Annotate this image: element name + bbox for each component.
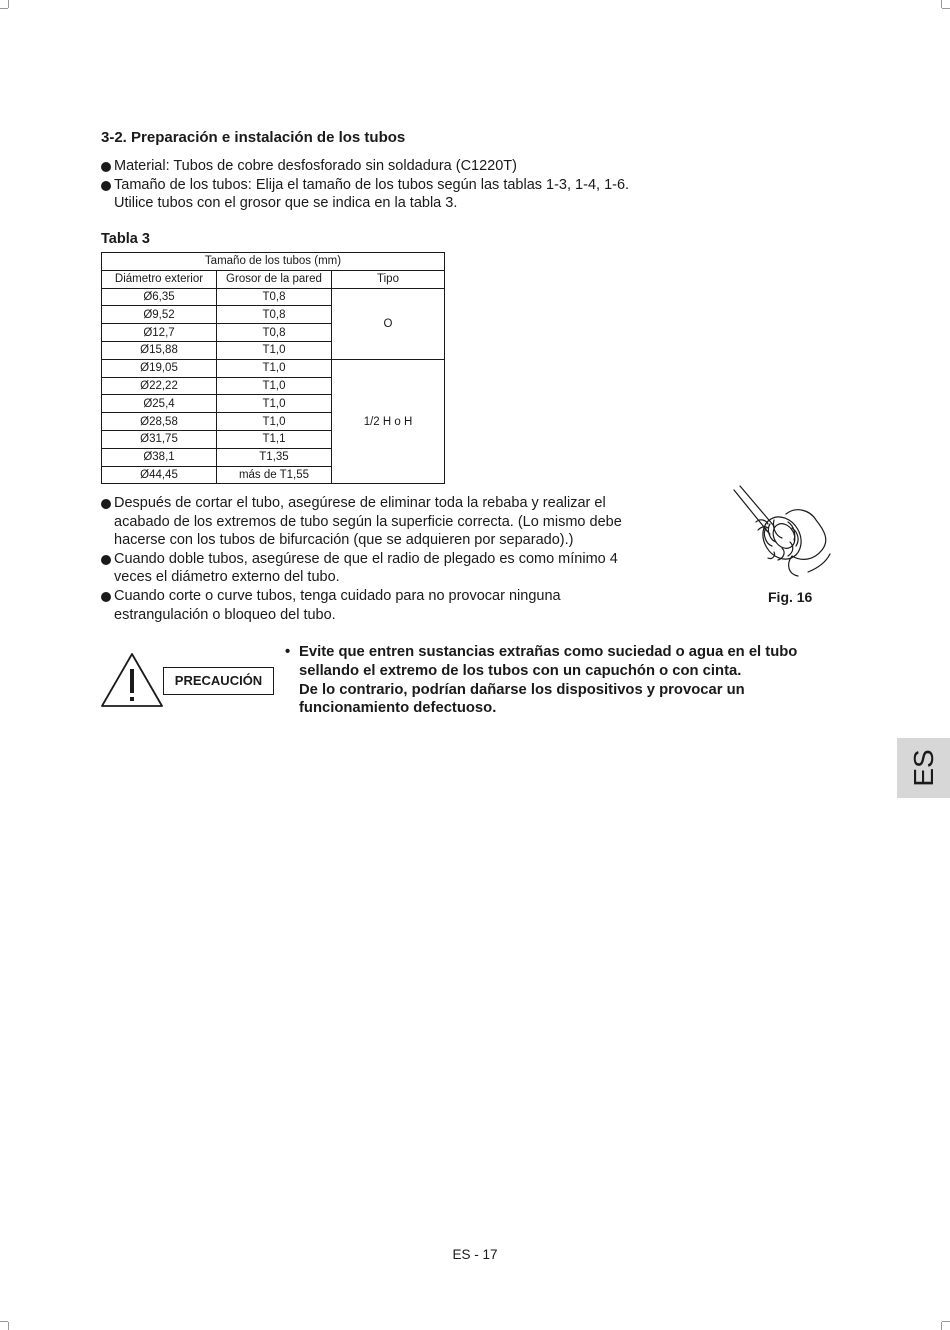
bullet-icon — [101, 499, 111, 509]
caution-text: • Evite que entren sustancias extrañas como suciedad o agua en el tubo sellando el extremo de los tubos con un capuchón o con cinta. De lo contrario, podrían dañarse los dispositivos y provocar un funcionamiento defectuoso. — [285, 644, 798, 717]
list-item: Tamaño de los tubos: Elija el tamaño de los tubos según las tablas 1-3, 1-4, 1-6. Utilice tubos con el grosor que se indica en la tabla 3. — [101, 176, 701, 213]
list-item: Cuando corte o curve tubos, tenga cuidado para no provocar ninguna estrangulación o bloqueo del tubo. — [101, 587, 701, 624]
table-header-row — [102, 253, 445, 271]
table-cell: Ø25,4 — [102, 395, 217, 413]
crop-mark — [942, 8, 950, 9]
bullet-icon — [101, 592, 111, 602]
table-cell: Ø22,22 — [102, 377, 217, 395]
list-item: Después de cortar el tubo, asegúrese de eliminar toda la rebaba y realizar el acabado de los extremos de tubo según la superficie correcta. (Lo mismo debe hacerse con los tubos de bifurcación (que se adquieren por separado).) — [101, 494, 701, 550]
list-item: Cuando doble tubos, asegúrese de que el radio de plegado es como mínimo 4 veces el diámetro externo del tubo. — [101, 550, 701, 587]
table-header-row — [102, 270, 445, 288]
crop-mark — [941, 1322, 942, 1330]
type-cell: O — [332, 288, 445, 359]
table-cell: Ø6,35 — [102, 288, 217, 306]
table-cell: Ø9,52 — [102, 306, 217, 324]
table-cell: T0,8 — [217, 306, 332, 324]
pipe-deburring-illustration-icon — [726, 484, 836, 579]
crop-mark — [0, 8, 8, 9]
table-cell: Ø19,05 — [102, 359, 217, 377]
table-cell: T1,0 — [217, 359, 332, 377]
table-cell: T0,8 — [217, 288, 332, 306]
table-title: Tabla 3 — [101, 231, 150, 247]
warning-triangle-icon — [100, 652, 164, 708]
language-tab — [897, 738, 950, 798]
table-cell: Ø38,1 — [102, 448, 217, 466]
column-header: Diámetro exterior — [102, 270, 217, 288]
crop-mark — [942, 1321, 950, 1322]
figure-label: Fig. 16 — [768, 589, 813, 605]
cutting-bullet-list — [101, 494, 701, 624]
table-cell: Ø31,75 — [102, 430, 217, 448]
crop-mark — [8, 1322, 9, 1330]
column-header: Grosor de la pared — [217, 270, 332, 288]
table-cell: más de T1,55 — [217, 466, 332, 484]
language-tab-label: ES — [907, 749, 939, 787]
table-row — [102, 288, 445, 306]
table-cell: T1,35 — [217, 448, 332, 466]
table-cell: T0,8 — [217, 324, 332, 342]
table-cell: T1,0 — [217, 395, 332, 413]
table-cell: T1,0 — [217, 413, 332, 431]
table-cell: Ø44,45 — [102, 466, 217, 484]
crop-mark — [941, 0, 942, 8]
table-cell: Ø28,58 — [102, 413, 217, 431]
type-cell: 1/2 H o H — [332, 359, 445, 484]
table-cell: T1,1 — [217, 430, 332, 448]
table-cell: Ø15,88 — [102, 341, 217, 359]
bullet-icon — [101, 162, 111, 172]
intro-bullet-list — [101, 157, 701, 213]
table-cell: T1,0 — [217, 341, 332, 359]
section-title: 3-2. Preparación e instalación de los tubos — [101, 129, 406, 146]
list-item: Material: Tubos de cobre desfosforado sin soldadura (C1220T) — [101, 157, 701, 176]
table-row — [102, 359, 445, 377]
table-group-header: Tamaño de los tubos (mm) — [102, 253, 445, 271]
page-number: ES - 17 — [452, 1247, 498, 1262]
crop-mark — [8, 0, 9, 8]
crop-mark — [0, 1321, 8, 1322]
bullet-icon — [101, 555, 111, 565]
bullet-icon — [101, 181, 111, 191]
table-cell: Ø12,7 — [102, 324, 217, 342]
bullet-icon: • — [285, 644, 291, 660]
table-cell: T1,0 — [217, 377, 332, 395]
caution-badge: PRECAUCIÓN — [163, 667, 274, 695]
column-header: Tipo — [332, 270, 445, 288]
pipe-size-table — [101, 252, 445, 484]
